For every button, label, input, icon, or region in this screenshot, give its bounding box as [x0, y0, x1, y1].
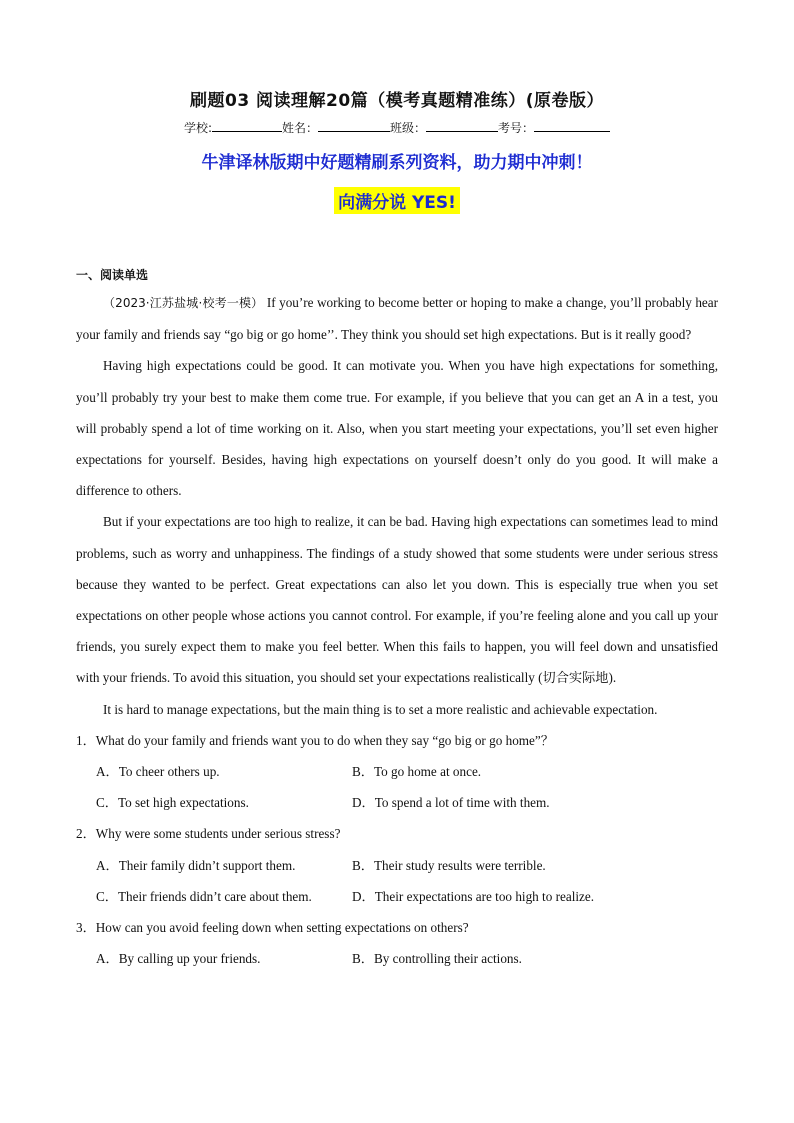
option-a[interactable]: A．To cheer others up.	[96, 764, 220, 780]
slogan	[0, 187, 794, 214]
passage-paragraph: But if your expectations are too high to realize, it can be bad. Having high expectations can sometimes lead to mind problems, such as worry and unhappiness. The findings of a study showed that some students were under serious stress because they wanted to be perfect. Great expectations can also let you down. This is especially true when you set expectations on other people whose actions you cannot control. For example, if you’re feeling alone and you call up your friends, you surely expect them to make you feel better. When this fails to happen, you will feel down and unsatisfied with your friends. To avoid this situation, you should set your expectations realistically (切合实际地).	[76, 514, 718, 686]
slogan-yes: YES!	[412, 193, 456, 213]
page-title: 刷题03 阅读理解20篇（模考真题精准练）(原卷版）	[189, 91, 604, 111]
slogan-text: 向满分说	[338, 193, 407, 213]
option-c[interactable]: C．To set high expectations.	[96, 795, 249, 811]
option-row	[76, 787, 718, 818]
option-a[interactable]: A．By calling up your friends.	[96, 951, 261, 967]
option-b[interactable]: B．To go home at once.	[352, 764, 482, 780]
name-blank[interactable]	[318, 119, 390, 132]
option-row	[76, 756, 718, 787]
slogan-highlight	[334, 187, 460, 214]
passage-paragraph: It is hard to manage expectations, but the main thing is to set a more realistic and achievable expectation.	[103, 701, 658, 717]
class-label: 班级：	[390, 121, 427, 135]
source-tag: （2023·江苏盐城·校考一模）	[103, 296, 264, 310]
name-label: 姓名：	[282, 121, 319, 135]
option-row	[76, 881, 718, 912]
promo-banner: 牛津译林版期中好题精刷系列资料，助力期中冲刺！	[201, 153, 593, 173]
class-blank[interactable]	[426, 119, 498, 132]
school-blank[interactable]	[212, 119, 282, 132]
exam-no-blank[interactable]	[534, 119, 610, 132]
exam-no-label: 考号：	[498, 121, 535, 135]
option-row	[76, 943, 718, 974]
student-info-line	[0, 119, 794, 136]
option-b[interactable]: B．By controlling their actions.	[352, 951, 522, 967]
option-a[interactable]: A．Their family didn’t support them.	[96, 857, 296, 873]
option-d[interactable]: D．To spend a lot of time with them.	[352, 795, 550, 811]
option-b[interactable]: B．Their study results were terrible.	[352, 857, 546, 873]
question-stem: 3．How can you avoid feeling down when setting expectations on others?	[76, 920, 469, 936]
option-row	[76, 850, 718, 881]
question-stem: 2．Why were some students under serious stress?	[76, 826, 341, 842]
passage-paragraph	[76, 287, 718, 350]
section-heading: 一、阅读单选	[76, 268, 149, 282]
school-label: 学校:	[183, 121, 212, 135]
option-d[interactable]: D．Their expectations are too high to realize.	[352, 888, 595, 904]
passage-paragraph: Having high expectations could be good. It can motivate you. When you have high expectations for something, you’ll probably try your best to make them come true. For example, if you believe that you can get an A in a test, you will probably spend a lot of time working on it. Also, when you start meeting your expectations, you’ll set even higher expectations for yourself. Besides, having high expectations on yourself doesn’t only do you good. It will make a difference to others.	[76, 358, 718, 499]
paragraph-text: If you’re working to become better or hoping to make a change, you’ll probably hear your family and friends say “go big or go home’’. They think you should set high expectations. But is it really good?	[76, 295, 719, 343]
reading-passage	[76, 287, 718, 974]
option-c[interactable]: C．Their friends didn’t care about them.	[96, 888, 312, 904]
question-stem: 1．What do your family and friends want you to do when they say “go big or go home”？	[76, 732, 554, 748]
